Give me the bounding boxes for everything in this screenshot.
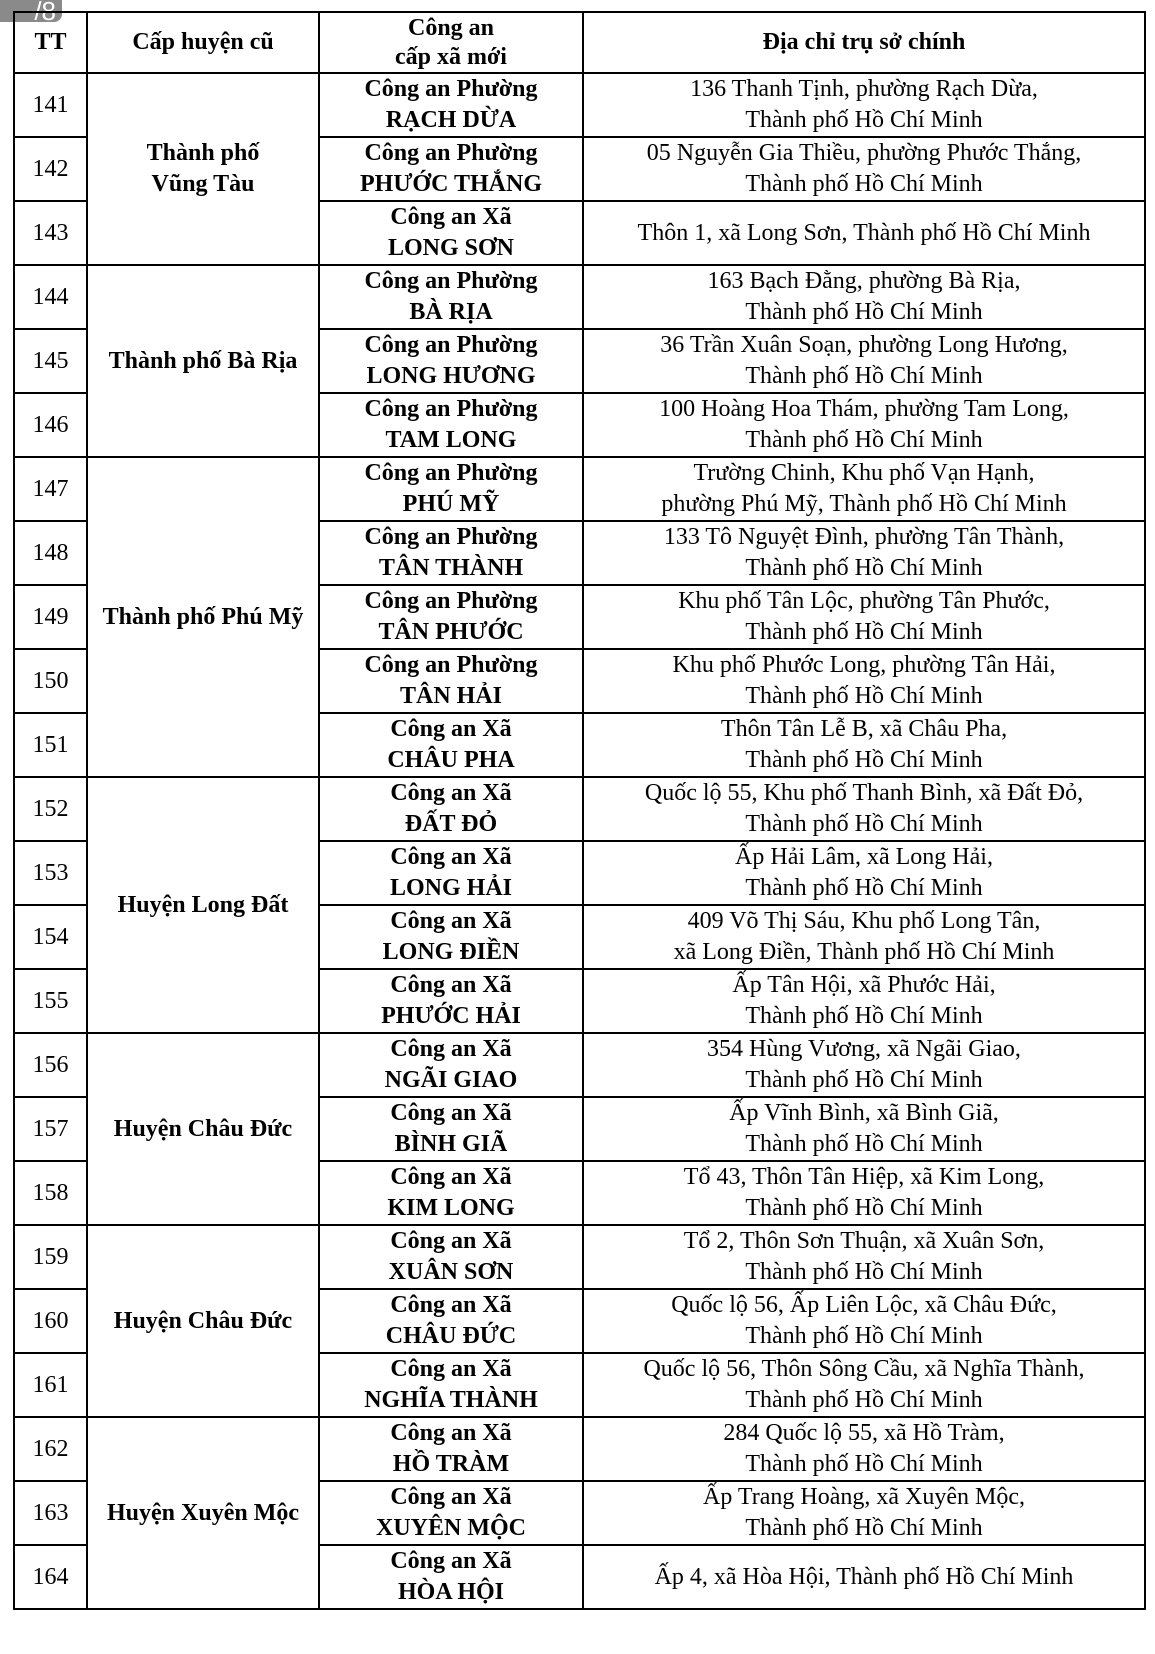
address-line2: Thành phố Hồ Chí Minh: [745, 1131, 983, 1157]
unit-type: Công an Phường: [364, 76, 538, 102]
address-line1: 36 Trần Xuân Soạn, phường Long Hương,: [660, 332, 1068, 358]
unit-name: HỒ TRÀM: [392, 1451, 510, 1477]
address-line1: Ấp Trang Hoàng, xã Xuyên Mộc,: [703, 1484, 1025, 1510]
row-number: 162: [14, 1417, 87, 1481]
address-line2: Thành phố Hồ Chí Minh: [745, 875, 983, 901]
old-district-line1: Thành phố: [146, 140, 260, 166]
police-unit: [319, 969, 583, 1033]
unit-name: TÂN HẢI: [399, 683, 502, 709]
unit-name: BÀ RỊA: [409, 299, 493, 325]
old-district: [87, 1033, 319, 1225]
old-district: [87, 1225, 319, 1417]
unit-name: LONG ĐIỀN: [382, 939, 520, 965]
address: [583, 1161, 1145, 1225]
police-unit: [319, 1225, 583, 1289]
address-line1: Quốc lộ 56, Thôn Sông Cầu, xã Nghĩa Thành,: [643, 1356, 1085, 1382]
police-unit: [319, 585, 583, 649]
header-unit-line2: cấp xã mới: [395, 43, 507, 70]
police-unit: [319, 73, 583, 137]
row-number: 163: [14, 1481, 87, 1545]
unit-name: BÌNH GIÃ: [394, 1131, 508, 1157]
address-line1: Ấp Hải Lâm, xã Long Hải,: [735, 844, 993, 870]
header-unit: [319, 12, 583, 73]
unit-type: Công an Phường: [364, 332, 538, 358]
address-line1: Tổ 43, Thôn Tân Hiệp, xã Kim Long,: [683, 1164, 1045, 1190]
address-line1: Khu phố Tân Lộc, phường Tân Phước,: [678, 588, 1050, 614]
address-line1: Khu phố Phước Long, phường Tân Hải,: [672, 652, 1056, 678]
address-line1: Tổ 2, Thôn Sơn Thuận, xã Xuân Sơn,: [683, 1228, 1045, 1254]
address-line1: 284 Quốc lộ 55, xã Hồ Tràm,: [723, 1420, 1005, 1446]
unit-type: Công an Phường: [364, 140, 538, 166]
header-row: [14, 12, 1145, 73]
unit-name: LONG HƯƠNG: [366, 363, 536, 389]
address: [583, 265, 1145, 329]
address-line1: 100 Hoàng Hoa Thám, phường Tam Long,: [659, 396, 1069, 422]
address: [583, 1417, 1145, 1481]
table-body: [14, 73, 1145, 1609]
police-unit: [319, 265, 583, 329]
unit-name: XUÂN SƠN: [388, 1259, 514, 1285]
unit-name: CHÂU ĐỨC: [385, 1323, 517, 1349]
police-unit: [319, 1417, 583, 1481]
unit-name: XUYÊN MỘC: [376, 1515, 526, 1541]
police-unit: [319, 777, 583, 841]
unit-name: TÂN PHƯỚC: [378, 619, 524, 645]
address-line1: Quốc lộ 55, Khu phố Thanh Bình, xã Đất Đỏ,: [644, 780, 1084, 806]
police-unit: [319, 1161, 583, 1225]
address-line2: Thành phố Hồ Chí Minh: [745, 171, 983, 197]
address-line1: 354 Hùng Vương, xã Ngãi Giao,: [707, 1036, 1021, 1062]
address-line2: Thành phố Hồ Chí Minh: [745, 1323, 983, 1349]
address-line2: Thành phố Hồ Chí Minh: [745, 299, 983, 325]
header-address: Địa chỉ trụ sở chính: [583, 12, 1145, 73]
address-line1: 136 Thanh Tịnh, phường Rạch Dừa,: [690, 76, 1038, 102]
address-line1: Thôn 1, xã Long Sơn, Thành phố Hồ Chí Minh: [637, 219, 1091, 246]
address: [583, 393, 1145, 457]
page-number-badge: /8: [0, 0, 62, 22]
row-number: 150: [14, 649, 87, 713]
address-line2: Thành phố Hồ Chí Minh: [745, 1515, 983, 1541]
row-number: 156: [14, 1033, 87, 1097]
row-number: 153: [14, 841, 87, 905]
police-unit: [319, 1353, 583, 1417]
old-district-line1: Huyện Long Đất: [117, 891, 289, 918]
address-line2: Thành phố Hồ Chí Minh: [745, 811, 983, 837]
police-units-table: [13, 11, 1146, 1610]
row-number: 141: [14, 73, 87, 137]
address: [583, 649, 1145, 713]
address-line2: Thành phố Hồ Chí Minh: [745, 1003, 983, 1029]
address: [583, 457, 1145, 521]
address-line1: Quốc lộ 56, Ấp Liên Lộc, xã Châu Đức,: [671, 1292, 1057, 1318]
table-row: [14, 457, 1145, 521]
unit-type: Công an Xã: [390, 1420, 512, 1446]
address-line2: Thành phố Hồ Chí Minh: [745, 555, 983, 581]
row-number: 152: [14, 777, 87, 841]
unit-type: Công an Phường: [364, 588, 538, 614]
unit-type: Công an Xã: [390, 1484, 512, 1510]
address-line1: Ấp 4, xã Hòa Hội, Thành phố Hồ Chí Minh: [654, 1563, 1074, 1590]
old-district: [87, 73, 319, 265]
row-number: 157: [14, 1097, 87, 1161]
address: [583, 521, 1145, 585]
address-line2: Thành phố Hồ Chí Minh: [745, 107, 983, 133]
address-line1: Thôn Tân Lễ B, xã Châu Pha,: [720, 716, 1008, 742]
row-number: 158: [14, 1161, 87, 1225]
row-number: 148: [14, 521, 87, 585]
unit-name: TAM LONG: [385, 427, 517, 453]
address: [583, 73, 1145, 137]
address: [583, 1289, 1145, 1353]
address: [583, 1545, 1145, 1609]
unit-type: Công an Xã: [390, 780, 512, 806]
unit-type: Công an Xã: [390, 844, 512, 870]
unit-type: Công an Xã: [390, 1164, 512, 1190]
police-unit: [319, 521, 583, 585]
police-unit: [319, 649, 583, 713]
address-line2: Thành phố Hồ Chí Minh: [745, 1259, 983, 1285]
unit-type: Công an Phường: [364, 460, 538, 486]
address-line1: 163 Bạch Đằng, phường Bà Rịa,: [707, 268, 1021, 294]
address: [583, 713, 1145, 777]
address: [583, 1353, 1145, 1417]
address-line2: Thành phố Hồ Chí Minh: [745, 683, 983, 709]
old-district: [87, 457, 319, 777]
unit-type: Công an Xã: [390, 1356, 512, 1382]
address: [583, 1033, 1145, 1097]
police-unit: [319, 841, 583, 905]
address-line1: 133 Tô Nguyệt Đình, phường Tân Thành,: [663, 524, 1065, 550]
address: [583, 905, 1145, 969]
unit-name: KIM LONG: [387, 1195, 515, 1221]
row-number: 159: [14, 1225, 87, 1289]
address-line2: Thành phố Hồ Chí Minh: [745, 427, 983, 453]
table-row: [14, 265, 1145, 329]
address-line2: Thành phố Hồ Chí Minh: [745, 747, 983, 773]
address-line2: Thành phố Hồ Chí Minh: [745, 1387, 983, 1413]
unit-name: LONG SƠN: [387, 235, 515, 261]
old-district: [87, 1417, 319, 1609]
police-unit: [319, 393, 583, 457]
header-tt: TT: [14, 12, 87, 73]
unit-type: Công an Xã: [390, 1548, 512, 1574]
address-line1: Ấp Tân Hội, xã Phước Hải,: [732, 972, 996, 998]
unit-name: PHƯỚC HẢI: [381, 1003, 521, 1029]
old-district: [87, 265, 319, 457]
police-unit: [319, 1033, 583, 1097]
police-unit: [319, 1481, 583, 1545]
unit-type: Công an Phường: [364, 396, 538, 422]
address-line2: Thành phố Hồ Chí Minh: [745, 619, 983, 645]
unit-type: Công an Phường: [364, 652, 538, 678]
unit-name: RẠCH DỪA: [385, 107, 517, 133]
unit-type: Công an Xã: [390, 1036, 512, 1062]
old-district-line1: Huyện Châu Đức: [113, 1307, 293, 1334]
row-number: 161: [14, 1353, 87, 1417]
row-number: 164: [14, 1545, 87, 1609]
unit-name: PHƯỚC THẮNG: [359, 171, 542, 197]
police-unit: [319, 457, 583, 521]
unit-name: NGÃI GIAO: [384, 1067, 518, 1093]
address-line1: 05 Nguyễn Gia Thiều, phường Phước Thắng,: [646, 140, 1082, 166]
address-line2: Thành phố Hồ Chí Minh: [745, 1067, 983, 1093]
police-unit: [319, 905, 583, 969]
police-unit: [319, 713, 583, 777]
unit-type: Công an Xã: [390, 204, 512, 230]
row-number: 142: [14, 137, 87, 201]
unit-type: Công an Xã: [390, 972, 512, 998]
address-line2: xã Long Điền, Thành phố Hồ Chí Minh: [673, 939, 1055, 965]
table-row: [14, 73, 1145, 137]
unit-type: Công an Xã: [390, 1228, 512, 1254]
address-line1: Ấp Vĩnh Bình, xã Bình Giã,: [729, 1100, 999, 1126]
old-district-line2: Vũng Tàu: [151, 171, 255, 197]
row-number: 154: [14, 905, 87, 969]
row-number: 147: [14, 457, 87, 521]
address: [583, 201, 1145, 265]
unit-type: Công an Phường: [364, 268, 538, 294]
address: [583, 329, 1145, 393]
address-line2: Thành phố Hồ Chí Minh: [745, 1195, 983, 1221]
header-district: Cấp huyện cũ: [87, 12, 319, 73]
police-unit: [319, 1289, 583, 1353]
row-number: 143: [14, 201, 87, 265]
table-row: [14, 1225, 1145, 1289]
old-district-line1: Huyện Châu Đức: [113, 1115, 293, 1142]
address-line2: Thành phố Hồ Chí Minh: [745, 363, 983, 389]
table-row: [14, 1417, 1145, 1481]
row-number: 155: [14, 969, 87, 1033]
row-number: 146: [14, 393, 87, 457]
address-line1: 409 Võ Thị Sáu, Khu phố Long Tân,: [687, 908, 1041, 934]
police-unit: [319, 201, 583, 265]
unit-name: NGHĨA THÀNH: [364, 1387, 538, 1413]
unit-type: Công an Xã: [390, 716, 512, 742]
old-district: [87, 777, 319, 1033]
unit-type: Công an Xã: [390, 1292, 512, 1318]
header-unit-line1: Công an: [407, 14, 495, 41]
police-unit: [319, 329, 583, 393]
unit-name: CHÂU PHA: [387, 747, 515, 773]
address: [583, 1225, 1145, 1289]
unit-type: Công an Phường: [364, 524, 538, 550]
address: [583, 777, 1145, 841]
address-line2: Thành phố Hồ Chí Minh: [745, 1451, 983, 1477]
row-number: 149: [14, 585, 87, 649]
unit-name: PHÚ MỸ: [402, 491, 500, 517]
unit-name: HÒA HỘI: [397, 1579, 505, 1605]
table-row: [14, 1033, 1145, 1097]
address: [583, 841, 1145, 905]
address: [583, 137, 1145, 201]
address: [583, 585, 1145, 649]
police-unit: [319, 1545, 583, 1609]
address-line2: phường Phú Mỹ, Thành phố Hồ Chí Minh: [661, 491, 1067, 517]
unit-type: Công an Xã: [390, 908, 512, 934]
row-number: 160: [14, 1289, 87, 1353]
address-line1: Trường Chinh, Khu phố Vạn Hạnh,: [693, 460, 1035, 486]
old-district-line1: Thành phố Phú Mỹ: [102, 603, 304, 630]
row-number: 151: [14, 713, 87, 777]
old-district-line1: Thành phố Bà Rịa: [108, 347, 298, 374]
old-district-line1: Huyện Xuyên Mộc: [107, 1499, 299, 1526]
police-unit: [319, 137, 583, 201]
unit-name: ĐẤT ĐỎ: [404, 811, 498, 837]
unit-name: TÂN THÀNH: [378, 555, 524, 581]
address: [583, 1097, 1145, 1161]
table-row: [14, 777, 1145, 841]
row-number: 145: [14, 329, 87, 393]
address: [583, 1481, 1145, 1545]
police-unit: [319, 1097, 583, 1161]
unit-type: Công an Xã: [390, 1100, 512, 1126]
row-number: 144: [14, 265, 87, 329]
address: [583, 969, 1145, 1033]
unit-name: LONG HẢI: [389, 875, 512, 901]
